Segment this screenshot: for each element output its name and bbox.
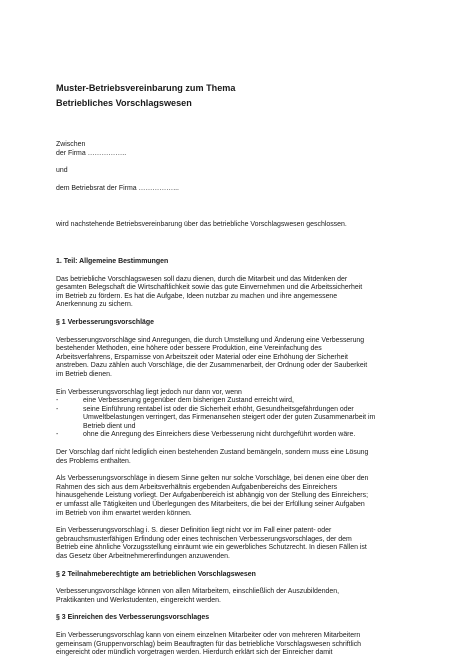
- section2-heading: § 2 Teilnahmeberechtigte am betrieblichen Vorschlagswesen: [56, 570, 256, 578]
- party-firma: der Firma ……………..: [56, 149, 127, 157]
- section2-paragraph: Verbesserungsvorschläge können von allen Mitarbeitern, einschließlich der Auszubildenden, Praktikanten und Werkstudenten, eingereicht werden.: [56, 588, 340, 604]
- section1-paragraph-1: Verbesserungsvorschläge sind Anregungen, die durch Umstellung und Änderung eine Verbesserung bestehender Methoden, eine höhere oder bessere Produktion, eine Vereinfachung des Arbeitsverfahrens, Ersparnisse von Arbeitszeit oder Material oder eine Erhöhung der Sicherheit anstreben. Dazu zählen auch Vorschläge, die der Zusammenarbeit, der Ordnung oder der Sauberkeit im Betrieb dienen.: [56, 336, 368, 378]
- part1-paragraph: Das betriebliche Vorschlagswesen soll dazu dienen, durch die Mitarbeit und das Mitdenken der gesamten Belegschaft die Wirtschaftlichkeit sowie das gute Einvernehmen und die Arbeitssicherheit im Betrieb zu fördern. Es hat die Aufgabe, Ideen nutzbar zu machen und ihre angemessene Anerkennung zu sichern.: [56, 275, 363, 309]
- section3-heading: § 3 Einreichen des Verbesserungsvorschlages: [56, 614, 210, 622]
- section1-conditions-intro: Ein Verbesserungsvorschlag liegt jedoch nur dann vor, wenn: [56, 388, 242, 396]
- party-betriebsrat: dem Betriebsrat der Firma ……………...: [56, 184, 179, 192]
- section1-paragraph-5: Ein Verbesserungsvorschlag i. S. dieser Definition liegt nicht vor im Fall einer patent- oder gebrauchsmusterfähigen Erfindung oder eines technischen Verbesserungsvorschlages, der dem Betrieb eine ähnliche Vorzugsstellung einräumt wie ein gewerbliches Schutzrecht. In diesen Fällen ist das Gesetz über Arbeitnehmererfindungen anzuwenden.: [56, 527, 367, 560]
- party-zwischen: Zwischen: [56, 141, 86, 148]
- document-subtitle: Betriebliches Vorschlagswesen: [56, 98, 192, 108]
- list-item: - ohne die Anregung des Einreichers diese Verbesserung nicht durchgeführt worden wäre.: [56, 431, 356, 439]
- party-und: und: [56, 167, 68, 175]
- list-item: - seine Einführung rentabel ist oder die Sicherheit erhöht, Gesundheitsgefährdungen oder Umweltbelastungen verringert, das Firmenansehen steigert oder der guten Zusammenarbeit im Betrieb dient und: [56, 405, 376, 430]
- part1-heading: 1. Teil: Allgemeine Bestimmungen: [56, 257, 169, 265]
- section1-paragraph-3: Der Vorschlag darf nicht lediglich einen bestehenden Zustand bemängeln, sondern muss eine Lösung des Problems enthalten.: [56, 449, 369, 465]
- intro-text: wird nachstehende Betriebsvereinbarung über das betriebliche Vorschlagswesen geschlossen.: [56, 221, 347, 229]
- section3-paragraph: Ein Verbesserungsvorschlag kann von einem einzelnen Mitarbeiter oder von mehreren Mitarbeitern gemeinsam (Gruppenvorschlag) beim Beauftragten für das betriebliche Vorschlagswesen schriftlich eingereicht oder mündlich vorgetragen werden. Hierdurch erklärt sich der Einreicher damit: [56, 631, 362, 657]
- section1-heading: § 1 Verbesserungsvorschläge: [56, 318, 154, 326]
- section1-paragraph-4: Als Verbesserungsvorschläge in diesem Sinne gelten nur solche Vorschläge, bei denen eine über den Rahmen des sich aus dem Arbeitsverhältnis ergebenden Aufgabenbereichs des Einreichers hinausgehende Leistung vorliegt. Der Aufgabenbereich ist abhängig von der Stellung des Einreichers; er umfasst alle Tätigkeiten und Überlegungen des Mitarbeiters, die bei der Erfüllung seiner Aufgaben im Betrieb von ihm erwartet werden können.: [56, 475, 369, 517]
- list-item: - eine Verbesserung gegenüber dem bisherigen Zustand erreicht wird,: [56, 397, 294, 405]
- document-title: Muster-Betriebsvereinbarung zum Thema: [56, 83, 236, 93]
